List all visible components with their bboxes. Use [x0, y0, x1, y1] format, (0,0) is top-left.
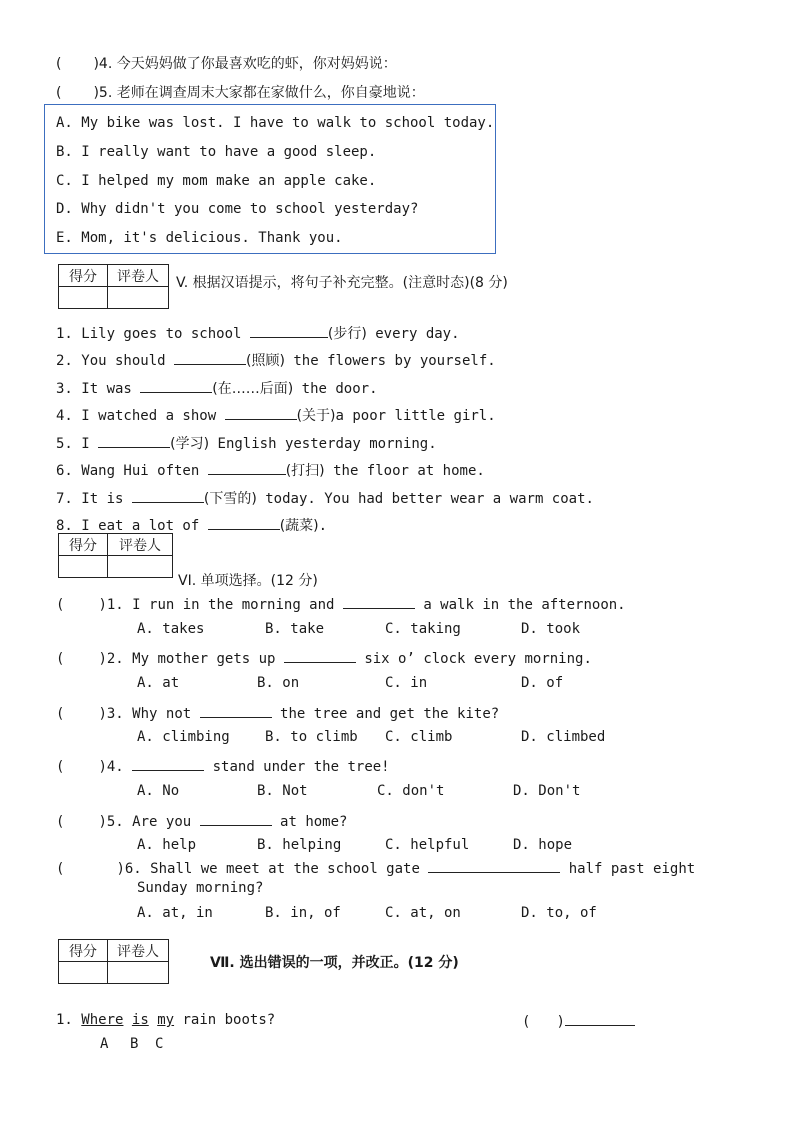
score-label: 得分: [59, 534, 108, 556]
section-7-title: Ⅶ. 选出错误的一项，并改正。(12 分): [210, 955, 459, 971]
score-table: [58, 939, 169, 984]
grader-cell[interactable]: [108, 962, 169, 984]
question-text: 老师在调查周末大家都在家做什么，你自豪地说：: [116, 85, 425, 101]
error-answer-slot: ( ): [522, 1011, 635, 1031]
word-a: Where: [81, 1012, 124, 1028]
option-label-c: C: [155, 1036, 164, 1052]
option-c[interactable]: C. helpful: [385, 837, 470, 853]
option-a[interactable]: A. No: [137, 783, 180, 799]
paren-open: (: [56, 85, 62, 101]
answer-blank[interactable]: [200, 811, 272, 826]
mc-question-2: ( )2. My mother gets up six o’ clock every morning.: [56, 648, 592, 668]
answer-blank[interactable]: [208, 515, 280, 530]
mc-question-1: ( )1. I run in the morning and a walk in the afternoon.: [56, 594, 626, 614]
answer-option-e: E. Mom, it's delicious. Thank you.: [56, 230, 343, 246]
question-4-line: [56, 55, 397, 73]
question-number: )4.: [93, 56, 113, 72]
fill-item-7: 7. It is (下雪的) today. You had better wear a warm coat.: [56, 488, 594, 508]
option-b[interactable]: B. on: [257, 675, 300, 691]
correction-blank[interactable]: [565, 1011, 635, 1026]
fill-item-2: 2. You should (照顾) the flowers by yourself.: [56, 350, 496, 370]
option-a[interactable]: A. at, in: [137, 905, 213, 921]
score-cell[interactable]: [59, 287, 108, 309]
option-a[interactable]: A. at: [137, 675, 180, 691]
section-5-title: V. 根据汉语提示，将句子补充完整。(注意时态)(8 分): [176, 275, 508, 291]
option-c[interactable]: C. don't: [377, 783, 445, 799]
option-b[interactable]: B. take: [265, 621, 325, 637]
answer-blank[interactable]: [132, 756, 204, 771]
section-6-title: VI. 单项选择。(12 分): [178, 573, 318, 589]
fill-item-5: 5. I (学习) English yesterday morning.: [56, 433, 437, 453]
question-number: )5.: [93, 85, 113, 101]
fill-item-4: 4. I watched a show (关于)a poor little girl.: [56, 405, 496, 425]
option-label-b: B: [130, 1036, 139, 1052]
answer-blank[interactable]: [132, 488, 204, 503]
grader-cell[interactable]: [108, 287, 169, 309]
mc-question-4: ( )4. stand under the tree!: [56, 756, 390, 776]
option-d[interactable]: D. Don't: [513, 783, 581, 799]
answer-option-b: B. I really want to have a good sleep.: [56, 144, 377, 160]
paren-open: (: [56, 56, 62, 72]
fill-item-6: 6. Wang Hui often (打扫) the floor at home.: [56, 460, 485, 480]
grader-label: 评卷人: [108, 940, 169, 962]
option-d[interactable]: D. to, of: [521, 905, 597, 921]
answer-blank[interactable]: [98, 433, 170, 448]
option-c[interactable]: C. climb: [385, 729, 453, 745]
score-label: 得分: [59, 940, 108, 962]
option-d[interactable]: D. hope: [513, 837, 573, 853]
grader-cell[interactable]: [108, 556, 173, 578]
option-b[interactable]: B. helping: [257, 837, 342, 853]
option-c[interactable]: C. in: [385, 675, 428, 691]
word-b: is: [131, 1012, 149, 1028]
grader-label: 评卷人: [108, 534, 173, 556]
option-d[interactable]: D. of: [521, 675, 564, 691]
fill-item-1: 1. Lily goes to school (步行) every day.: [56, 323, 460, 343]
option-b[interactable]: B. Not: [257, 783, 308, 799]
grader-label: 评卷人: [108, 265, 169, 287]
score-cell[interactable]: [59, 556, 108, 578]
answer-blank[interactable]: [140, 378, 212, 393]
answer-blank[interactable]: [343, 594, 415, 609]
answer-blank[interactable]: [250, 323, 328, 338]
answer-blank[interactable]: [200, 703, 272, 718]
question-text: 今天妈妈做了你最喜欢吃的虾，你对妈妈说：: [116, 56, 397, 72]
option-c[interactable]: C. taking: [385, 621, 461, 637]
answer-blank[interactable]: [428, 858, 560, 873]
mc-question-6-continued: Sunday morning?: [137, 880, 264, 896]
answer-blank[interactable]: [208, 460, 286, 475]
answer-option-d: D. Why didn't you come to school yesterday?: [56, 201, 419, 217]
mc-question-6: ( )6. Shall we meet at the school gate half past eight: [56, 858, 695, 878]
option-a[interactable]: A. climbing: [137, 729, 230, 745]
option-a[interactable]: A. takes: [137, 621, 205, 637]
option-label-a: A: [100, 1036, 109, 1052]
fill-item-8: 8. I eat a lot of (蔬菜).: [56, 515, 327, 535]
answer-blank[interactable]: [225, 405, 297, 420]
error-question-1: 1. Where is my rain boots?: [56, 1012, 276, 1028]
question-5-line: [56, 84, 425, 102]
score-label: 得分: [59, 265, 108, 287]
answer-option-c: C. I helped my mom make an apple cake.: [56, 173, 377, 189]
score-table: [58, 533, 173, 578]
option-b[interactable]: B. to climb: [265, 729, 358, 745]
score-cell[interactable]: [59, 962, 108, 984]
option-a[interactable]: A. help: [137, 837, 197, 853]
mc-question-3: ( )3. Why not the tree and get the kite?: [56, 703, 499, 723]
option-c[interactable]: C. at, on: [385, 905, 461, 921]
option-d[interactable]: D. climbed: [521, 729, 606, 745]
answer-blank[interactable]: [174, 350, 246, 365]
answer-option-a: A. My bike was lost. I have to walk to school today.: [56, 115, 495, 131]
option-d[interactable]: D. took: [521, 621, 581, 637]
score-table: [58, 264, 169, 309]
mc-question-5: ( )5. Are you at home?: [56, 811, 347, 831]
answer-blank[interactable]: [284, 648, 356, 663]
fill-item-3: 3. It was (在……后面) the door.: [56, 378, 378, 398]
option-b[interactable]: B. in, of: [265, 905, 341, 921]
word-c: my: [157, 1012, 175, 1028]
